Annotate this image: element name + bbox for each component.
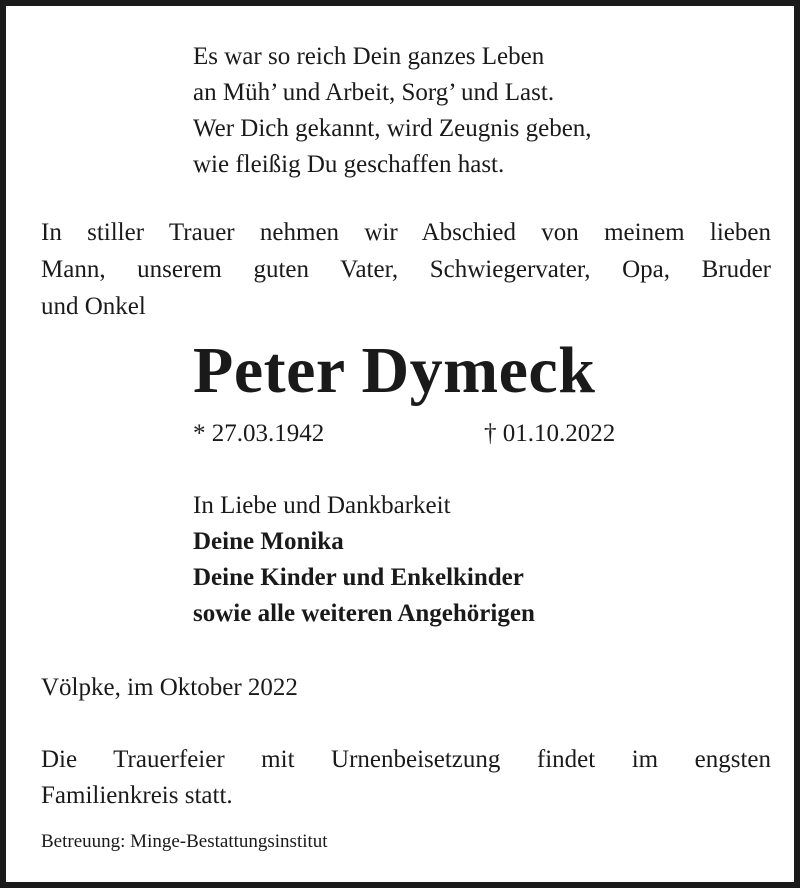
mourner-name: Deine Kinder und Enkelkinder bbox=[193, 564, 524, 591]
intro-line: In stiller Trauer nehmen wir Abschied von meinem lieben bbox=[41, 219, 771, 246]
verse-line: wie fleißig Du geschaffen hast. bbox=[193, 151, 505, 178]
mourner-name: Deine Monika bbox=[193, 528, 344, 555]
intro-line: Mann, unserem guten Vater, Schwiegervater, Opa, Bruder bbox=[41, 256, 771, 283]
death-date: † 01.10.2022 bbox=[484, 420, 616, 447]
mourning-intro bbox=[41, 214, 771, 325]
notice-line: Familienkreis statt. bbox=[41, 782, 233, 809]
birth-date: * 27.03.1942 bbox=[193, 420, 325, 447]
verse-line: Es war so reich Dein ganzes Leben bbox=[193, 43, 545, 70]
intro-line: und Onkel bbox=[41, 293, 146, 320]
funeral-notice bbox=[41, 742, 771, 814]
mourner-name: sowie alle weiteren Angehörigen bbox=[193, 600, 535, 627]
mourners-lead: In Liebe und Dankbarkeit bbox=[193, 492, 451, 519]
funeral-care-provider: Betreuung: Minge-Bestattungsinstitut bbox=[41, 831, 328, 852]
place-and-date: Völpke, im Oktober 2022 bbox=[41, 674, 298, 701]
mourners-signature bbox=[193, 488, 535, 632]
verse-line: an Müh’ und Arbeit, Sorg’ und Last. bbox=[193, 79, 555, 106]
verse-line: Wer Dich gekannt, wird Zeugnis geben, bbox=[193, 115, 592, 142]
memorial-verse bbox=[193, 39, 592, 183]
deceased-name: Peter Dymeck bbox=[193, 334, 596, 407]
notice-line: Die Trauerfeier mit Urnenbeisetzung findet im engsten bbox=[41, 746, 771, 773]
